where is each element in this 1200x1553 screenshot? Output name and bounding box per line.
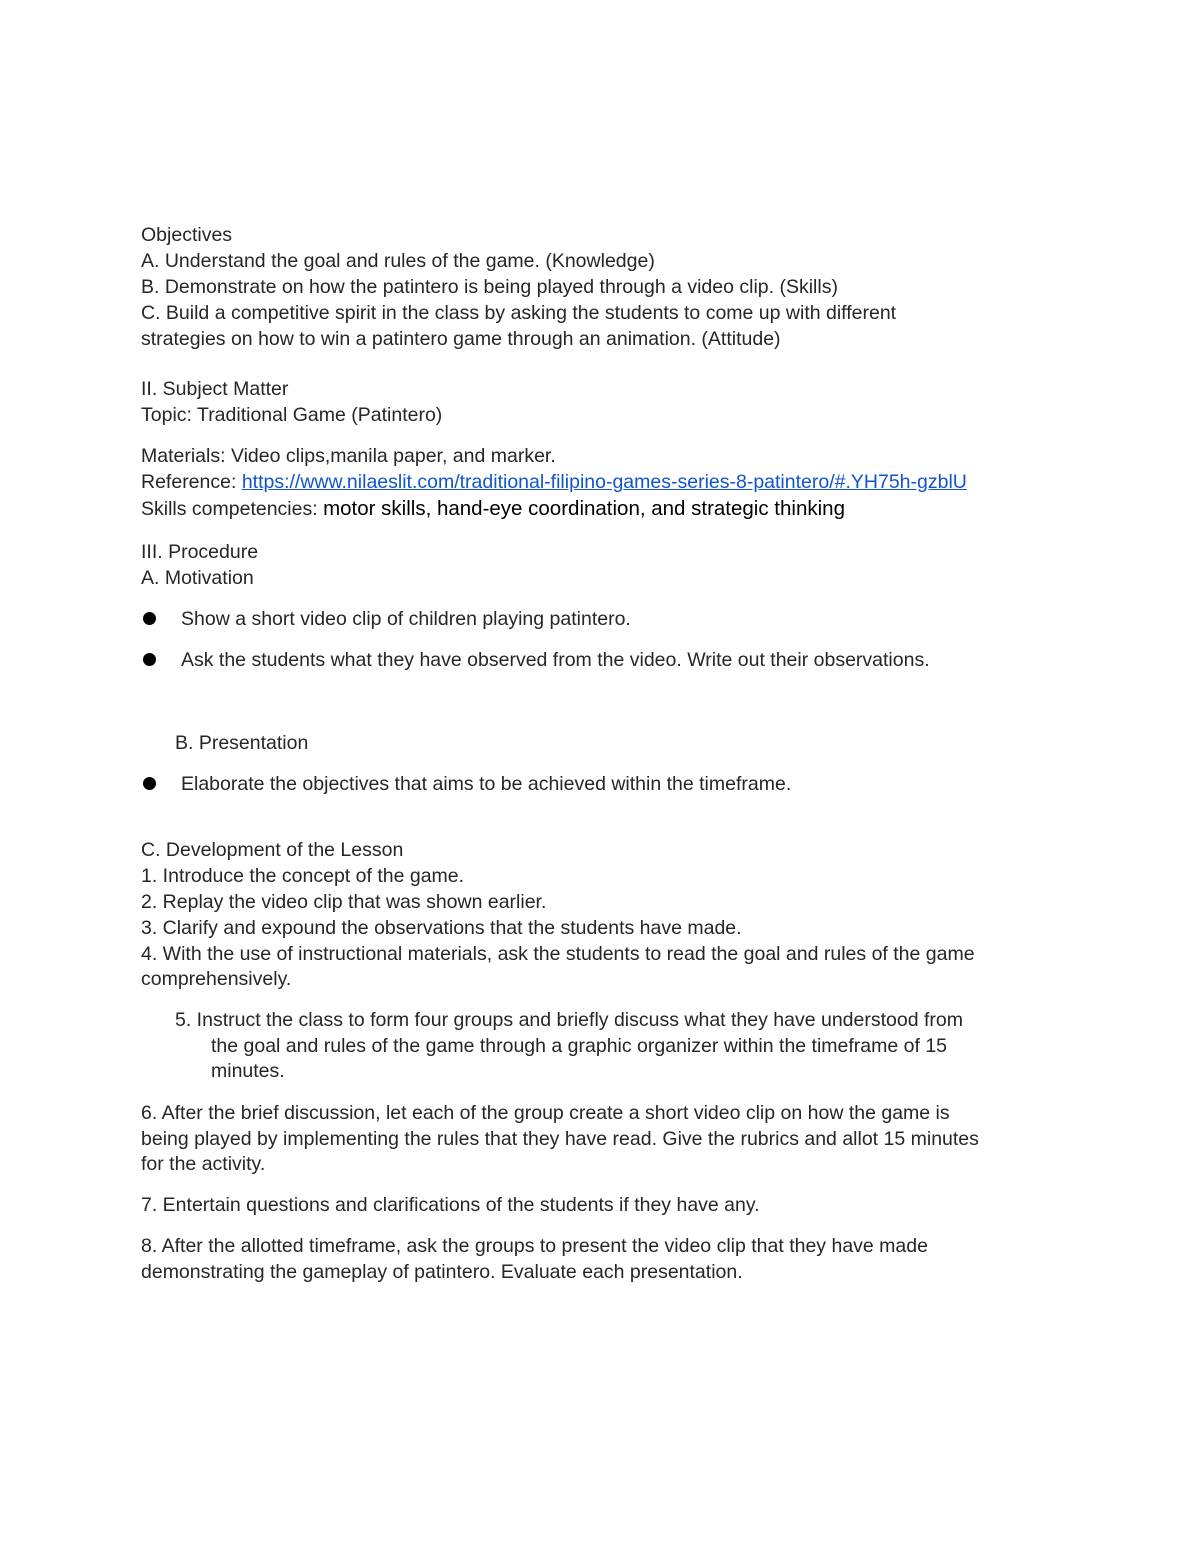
development-step-6-end: for the activity. — [141, 1153, 266, 1175]
development-step-6: 6. After the brief discussion, let each of the group create a short video clip on how the game is — [141, 1102, 950, 1124]
motivation-bullet-2: Ask the students what they have observed from the video. Write out their observations. — [181, 649, 930, 671]
development-step-7: 7. Entertain questions and clarifications of the students if they have any. — [141, 1194, 760, 1216]
reference-line — [141, 469, 967, 495]
development-step-1: 1. Introduce the concept of the game. — [141, 865, 465, 887]
reference-link[interactable]: https://www.nilaeslit.com/traditional-filipino-games-series-8-patintero/#.YH75h-gzblU — [241, 471, 967, 493]
bullet-icon — [143, 612, 156, 625]
development-step-5: 5. Instruct the class to form four groups and briefly discuss what they have understood from — [175, 1009, 963, 1031]
skills-label: Skills competencies: — [141, 498, 324, 520]
presentation-heading: B. Presentation — [175, 732, 309, 754]
topic-line: Topic: Traditional Game (Patintero) — [141, 404, 443, 426]
skills-value: motor skills, hand-eye coordination, and strategic thinking — [323, 497, 845, 520]
development-step-4: 4. With the use of instructional materials, ask the students to read the goal and rules of the game — [141, 943, 975, 965]
development-step-5-continued: the goal and rules of the game through a graphic organizer within the timeframe of 15 — [211, 1035, 948, 1057]
objectives-heading: Objectives — [141, 224, 233, 246]
procedure-heading: III. Procedure — [141, 541, 259, 563]
reference-label: Reference: — [141, 471, 242, 493]
development-step-4-continued: comprehensively. — [141, 968, 292, 990]
development-heading: C. Development of the Lesson — [141, 839, 404, 861]
skills-line — [141, 496, 845, 522]
presentation-bullet-1: Elaborate the objectives that aims to be achieved within the timeframe. — [181, 773, 792, 795]
development-step-8: 8. After the allotted timeframe, ask the groups to present the video clip that they have made — [141, 1235, 928, 1257]
bullet-icon — [143, 653, 156, 666]
development-step-3: 3. Clarify and expound the observations that the students have made. — [141, 917, 742, 939]
development-step-6-continued: being played by implementing the rules that they have read. Give the rubrics and allot 15 minutes — [141, 1128, 979, 1150]
bullet-icon — [143, 777, 156, 790]
objective-a: A. Understand the goal and rules of the game. (Knowledge) — [141, 250, 655, 272]
development-step-8-continued: demonstrating the gameplay of patintero. Evaluate each presentation. — [141, 1261, 743, 1283]
motivation-heading: A. Motivation — [141, 567, 254, 589]
objective-c-continued: strategies on how to win a patintero game through an animation. (Attitude) — [141, 328, 781, 350]
materials-line: Materials: Video clips,manila paper, and marker. — [141, 445, 556, 467]
subject-matter-heading: II. Subject Matter — [141, 378, 289, 400]
development-step-5-end: minutes. — [211, 1060, 285, 1082]
development-step-2: 2. Replay the video clip that was shown earlier. — [141, 891, 547, 913]
objective-b: B. Demonstrate on how the patintero is being played through a video clip. (Skills) — [141, 276, 838, 298]
objective-c: C. Build a competitive spirit in the class by asking the students to come up with different — [141, 302, 897, 324]
motivation-bullet-1: Show a short video clip of children playing patintero. — [181, 608, 631, 630]
